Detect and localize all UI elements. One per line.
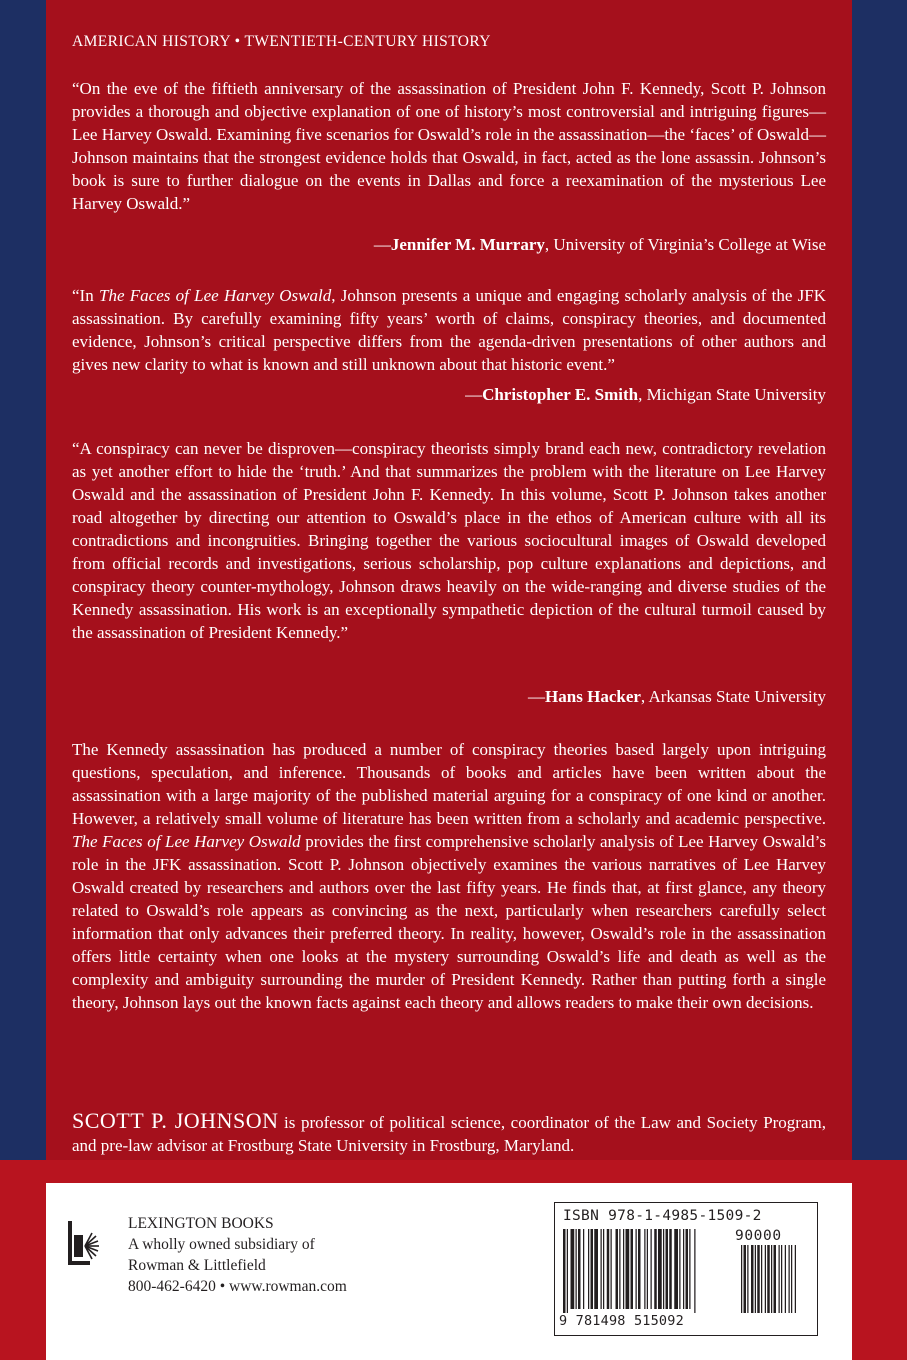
barcode-bar	[674, 1229, 678, 1309]
barcode-bar	[603, 1229, 604, 1309]
barcode-bars	[563, 1229, 813, 1313]
blurb-author-1: Jennifer M. Murrary	[390, 235, 545, 254]
barcode-addon-bar	[765, 1245, 766, 1313]
barcode-bar	[607, 1229, 610, 1309]
barcode-addon-bar	[761, 1245, 762, 1313]
barcode-bar	[636, 1229, 637, 1309]
barcode-bar	[576, 1229, 577, 1309]
barcode-bar	[669, 1229, 672, 1309]
barcode-bar	[679, 1229, 680, 1309]
barcode-bar	[616, 1229, 619, 1309]
blurb-quote-1: “On the eve of the fiftieth anniversary of the assassination of President John F. Kennedy, Scott P. Johnson provides a thorough and objective explanation of one of history’s most controversial and intriguing figures—Lee Harvey Oswald. Examining five scenarios for Oswald’s role in the assassination—the ‘faces’ of Oswald—Johnson maintains that the strongest evidence holds that Oswald, in fact, acted as the lone assassin. Johnson’s book is sure to further dialogue on the events in Dallas and force a reexamination of the mysterious Lee Harvey Oswald.”	[72, 79, 826, 213]
barcode-addon-bar	[747, 1245, 748, 1313]
blurb-attribution-3: —Hans Hacker, Arkansas State University	[528, 687, 826, 706]
barcode-bar	[651, 1229, 652, 1309]
barcode-addon-bar	[771, 1245, 772, 1313]
barcode-bar	[626, 1229, 630, 1309]
publisher-name: LEXINGTON BOOKS	[128, 1215, 274, 1232]
barcode-bar	[567, 1229, 568, 1313]
barcode-bar	[658, 1229, 662, 1309]
barcode-bar	[644, 1229, 645, 1309]
barcode-bar	[663, 1229, 664, 1309]
barcode-addon-bar	[751, 1245, 754, 1313]
barcode-bar	[689, 1229, 690, 1309]
barcode-bar	[631, 1229, 634, 1309]
isbn-barcode	[554, 1202, 818, 1336]
barcode-bar	[591, 1229, 594, 1309]
blurb-quote-2: “In The Faces of Lee Harvey Oswald, Johnson presents a unique and engaging scholarly analysis of the JFK assassination. By carefully examining fifty years’ worth of claims, conspiracy theories, and documented evidence, Johnson’s critical perspective differs from the agenda-driven presentations of other authors and gives new clarity to what is known and still unknown about that historic event.”	[72, 286, 826, 374]
barcode-addon-bar	[744, 1245, 747, 1313]
book-title-italic: The Faces of Lee Harvey Oswald	[72, 832, 301, 851]
author-name: SCOTT P. JOHNSON	[72, 1108, 279, 1133]
barcode-bar	[647, 1229, 648, 1309]
barcode-bar	[594, 1229, 598, 1309]
barcode-bar	[638, 1229, 641, 1309]
barcode-bar	[654, 1229, 657, 1309]
barcode-addon-bar	[767, 1245, 770, 1313]
blurb-author-2: Christopher E. Smith	[482, 385, 639, 404]
barcode-addon-bar	[791, 1245, 792, 1313]
barcode-digits: 9 781498 515092	[559, 1313, 684, 1329]
barcode-addon-bar	[774, 1245, 777, 1313]
publisher-info	[128, 1213, 347, 1297]
category-label: AMERICAN HISTORY • TWENTIETH-CENTURY HISTORY	[72, 33, 491, 50]
barcode-addon-bar	[781, 1245, 782, 1313]
barcode-addon-bar	[779, 1245, 780, 1313]
publisher-subsidiary: A wholly owned subsidiary of	[128, 1236, 315, 1253]
blurb-author-3: Hans Hacker	[545, 687, 641, 706]
barcode-bar	[666, 1229, 669, 1309]
barcode-addon-bar	[789, 1245, 790, 1313]
barcode-addon-bar	[755, 1245, 756, 1313]
barcode-bar	[694, 1229, 695, 1313]
barcode-addon-bar	[741, 1245, 742, 1313]
blurb-quote-3: “A conspiracy can never be disproven—conspiracy theorists simply brand each new, contradictory revelation as yet another effort to hide the ‘truth.’ And that summarizes the problem with the literature on Lee Harvey Oswald and the assassination of President John F. Kennedy. In this volume, Scott P. Johnson takes another road altogether by directing our attention to Oswald’s place in the ethos of American culture with all its contradictions and incongruities. Bringing together the various sociocultural images of Oswald developed from official records and investigations, serious scholarship, pop culture explanations and depictions, and conspiracy theory counter-mythology, Johnson draws heavily on the wide-ranging and diverse studies of the Kennedy assassination. His work is an exceptionally sympathetic depiction of the cultural turmoil caused by the assassination of President Kennedy.”	[72, 439, 826, 642]
blurb-attribution-1: —Jennifer M. Murrary, University of Virginia’s College at Wise	[373, 235, 826, 254]
barcode-bar	[683, 1229, 684, 1309]
book-title-italic: The Faces of Lee Harvey Oswald	[98, 286, 332, 305]
barcode-bar	[611, 1229, 612, 1309]
barcode-price-code: 90000	[735, 1228, 782, 1244]
barcode-bar	[686, 1229, 689, 1309]
barcode-bar	[571, 1229, 575, 1309]
barcode-bar	[563, 1229, 566, 1313]
isbn-text: ISBN 978-1-4985-1509-2	[563, 1208, 762, 1224]
barcode-bar	[619, 1229, 620, 1309]
publisher-parent: Rowman & Littlefield	[128, 1257, 266, 1274]
blurb-attribution-2: —Christopher E. Smith, Michigan State University	[465, 385, 826, 404]
barcode-bar	[578, 1229, 581, 1309]
barcode-addon-bar	[785, 1245, 786, 1313]
lexington-logo-icon	[68, 1221, 100, 1265]
barcode-bar	[623, 1229, 624, 1309]
barcode-bar	[583, 1229, 584, 1309]
book-description: The Kennedy assassination has produced a number of conspiracy theories based largely upon intriguing questions, speculation, and inference. Thousands of books and articles have been written about the assassination with a large majority of the published material arguing for a conspiracy of one kind or another. However, a relatively small volume of literature has been written from a scholarly and academic perspective. The Faces of Lee Harvey Oswald provides the first comprehensive scholarly analysis of Lee Harvey Oswald’s role in the JFK assassination. Scott P. Johnson objectively examines the various narratives of Lee Harvey Oswald created by researchers and authors over the last fifty years. He finds that, at first glance, any theory related to Oswald’s role appears as convincing as the next, particularly when researchers carefully select information that only advances their preferred theory. In reality, however, Oswald’s role in the assassination offers little certainty when one looks at the mystery surrounding Oswald’s life and death as well as the complexity and ambiguity surrounding the murder of President Kennedy. Rather than putting forth a single theory, Johnson lays out the known facts against each theory and allows readers to make their own decisions.	[72, 740, 826, 1012]
barcode-bar	[601, 1229, 602, 1309]
publisher-contact: 800-462-6420 • www.rowman.com	[128, 1278, 347, 1295]
barcode-bar	[588, 1229, 589, 1309]
barcode-addon-bar	[757, 1245, 760, 1313]
author-bio: SCOTT P. JOHNSON is professor of political science, coordinator of the Law and Society Program, and pre-law advisor at Frostburg State University in Frostburg, Maryland.	[72, 1108, 826, 1155]
publisher-barcode-box	[46, 1183, 852, 1360]
barcode-addon-bar	[795, 1245, 796, 1313]
